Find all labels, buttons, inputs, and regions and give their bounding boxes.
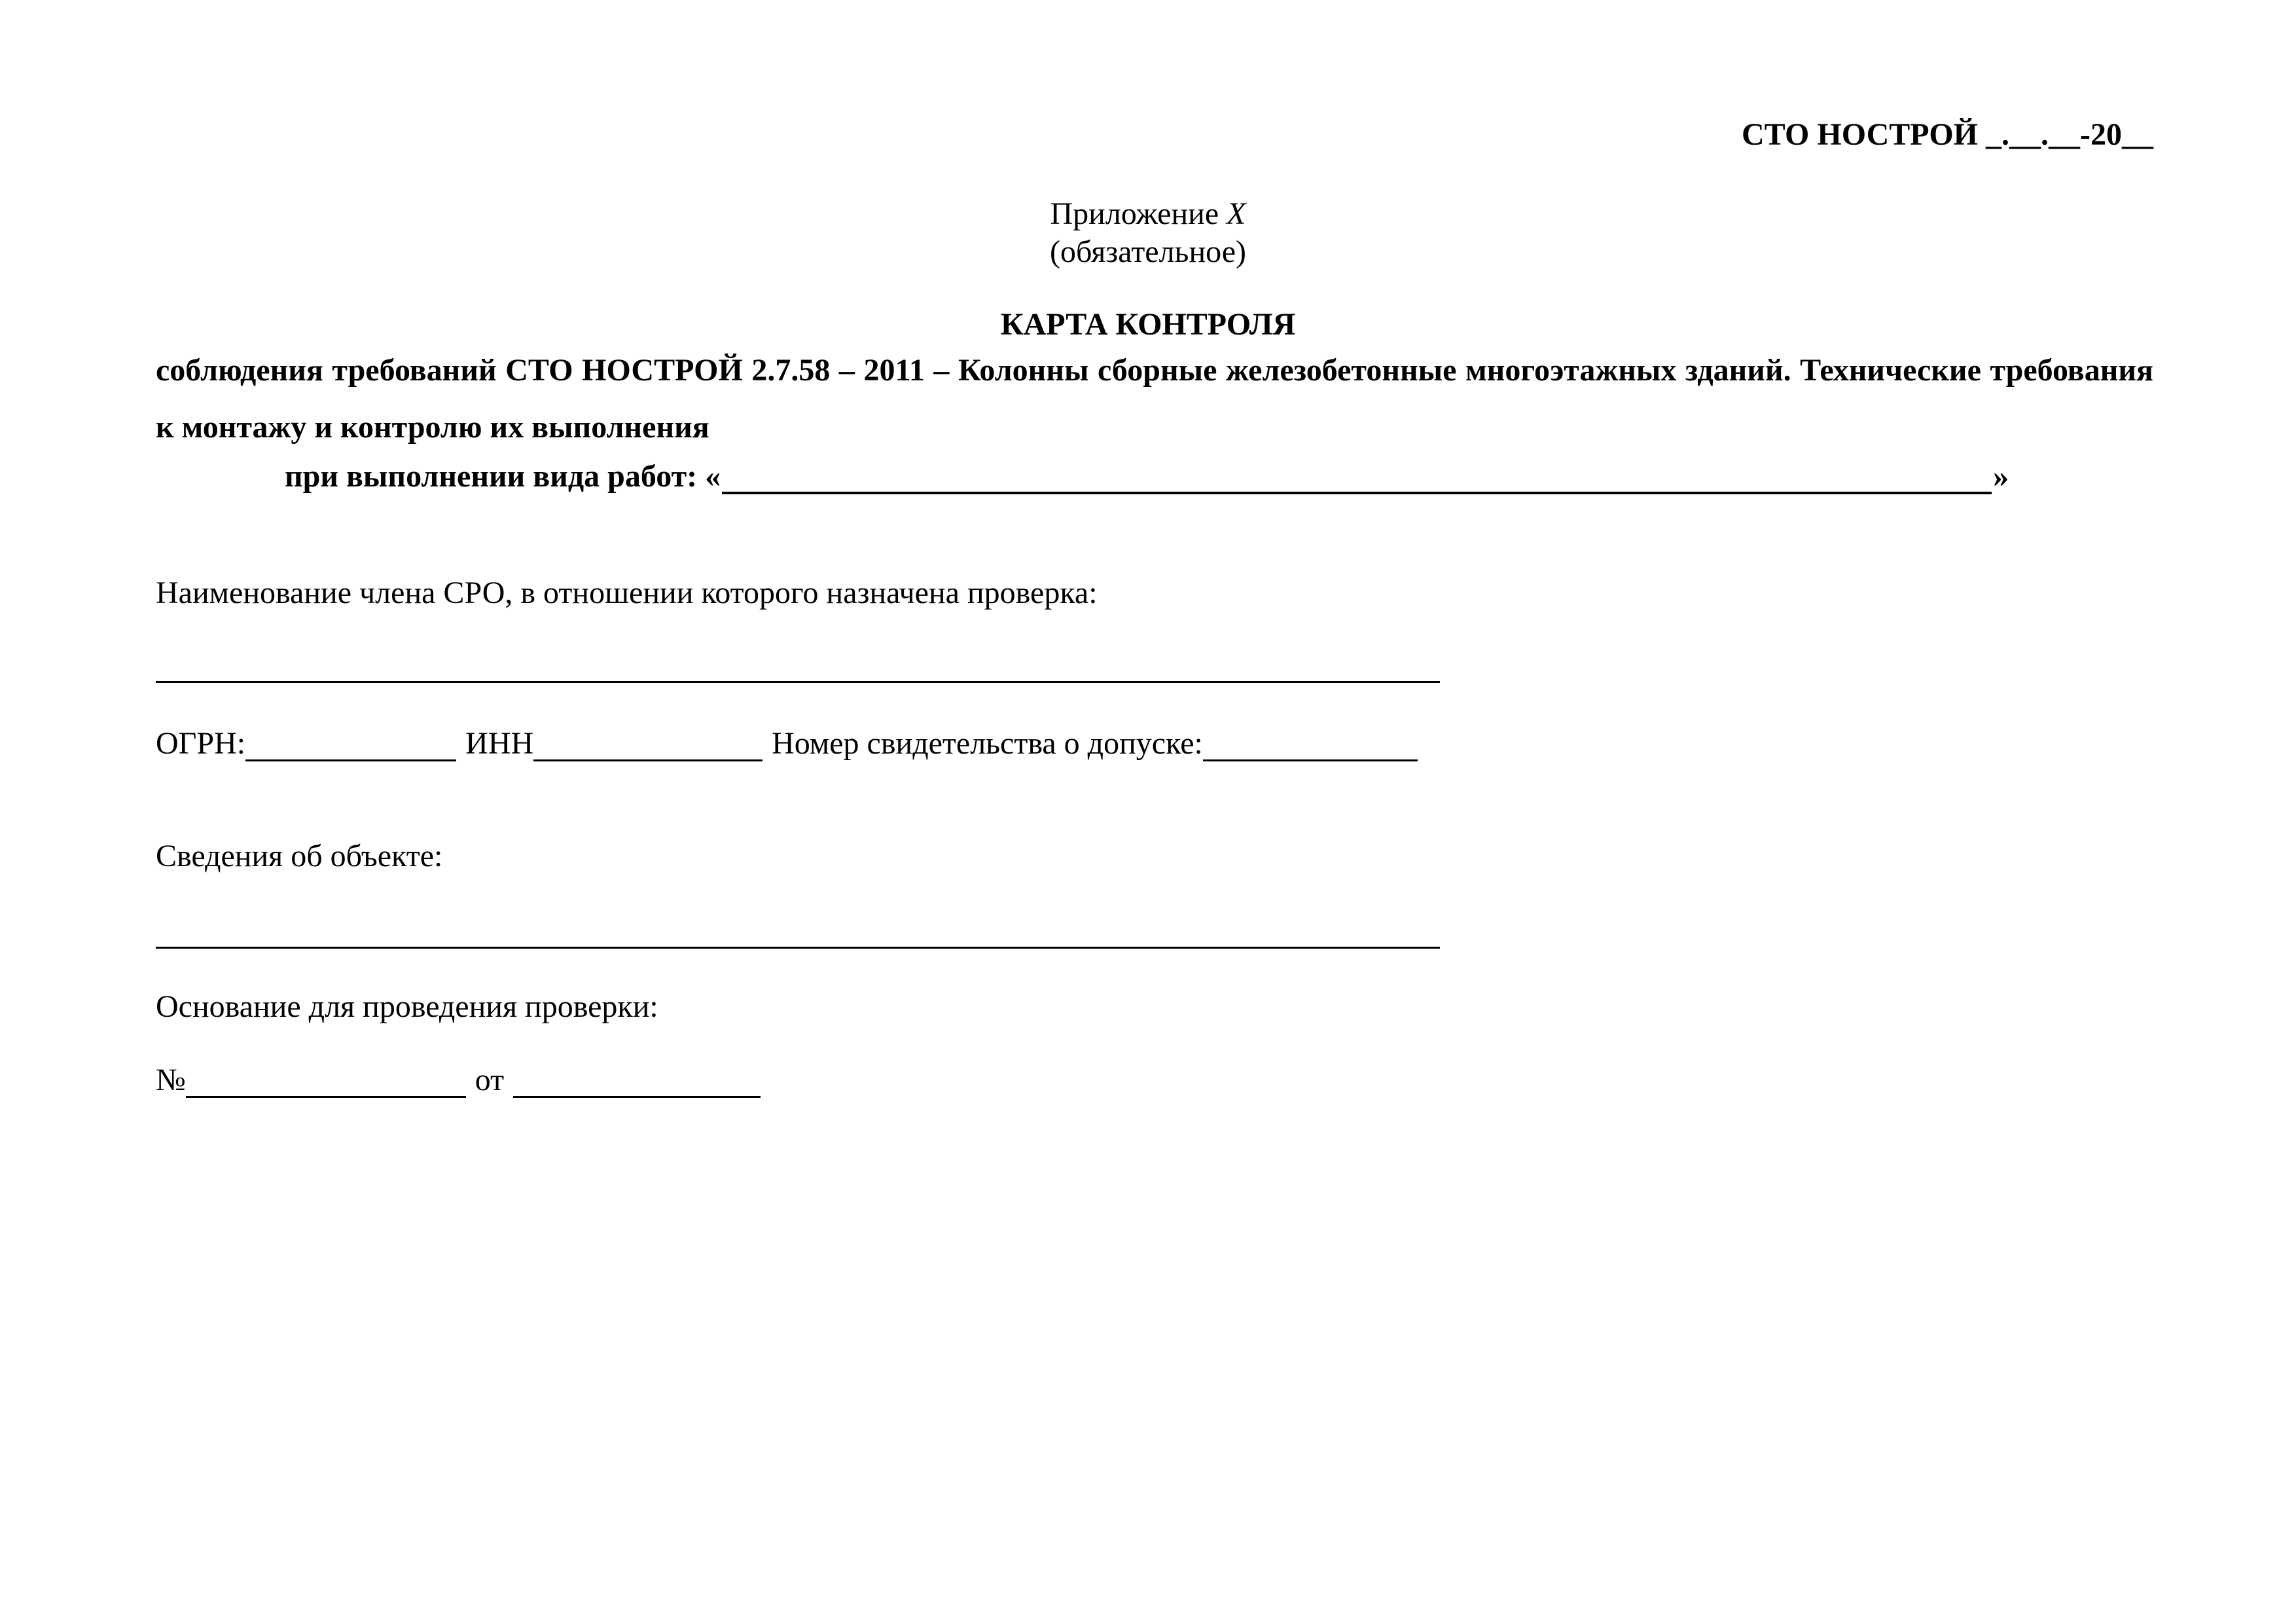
ogrn-label: ОГРН:: [156, 726, 246, 761]
document-code: СТО НОСТРОЙ _.__.__-20__: [1741, 117, 2153, 152]
member-name-blank[interactable]: [156, 681, 1440, 683]
basis-label: Основание для проведения проверки:: [156, 989, 658, 1024]
ogrn-blank[interactable]: [245, 731, 456, 761]
card-title: КАРТА КОНТРОЛЯ: [1000, 307, 1296, 342]
works-type-line: [285, 458, 2009, 494]
inn-label: ИНН: [465, 726, 534, 761]
registration-row: [156, 725, 1418, 761]
basis-date-blank[interactable]: [513, 1067, 761, 1098]
works-type-blank[interactable]: [722, 462, 1992, 494]
basis-row: [156, 1062, 761, 1098]
member-label: Наименование члена СРО, в отношении которого назначена проверка:: [156, 575, 1098, 610]
appendix-heading: [0, 195, 2296, 233]
number-label: №: [156, 1063, 186, 1097]
works-label: при выполнении вида работ: «: [285, 459, 721, 494]
appendix-letter: X: [1227, 196, 1246, 231]
inn-blank[interactable]: [533, 731, 762, 761]
appendix-type: (обязательное): [1050, 234, 1246, 269]
permit-blank[interactable]: [1203, 731, 1418, 761]
permit-label: Номер свидетельства о допуске:: [772, 726, 1203, 761]
object-label: Сведения об объекте:: [156, 839, 443, 873]
works-close-quote: »: [1993, 459, 2009, 494]
card-subtitle: соблюдения требований СТО НОСТРОЙ 2.7.58 – 2011 – Колонны сборные железобетонные многоэтажных зданий. Технические требования к монтажу и контролю их выполнения: [156, 353, 2153, 445]
object-info-blank[interactable]: [156, 947, 1440, 949]
appendix-prefix: Приложение: [1050, 196, 1227, 231]
basis-number-blank[interactable]: [186, 1067, 466, 1098]
from-label: от: [475, 1063, 505, 1097]
